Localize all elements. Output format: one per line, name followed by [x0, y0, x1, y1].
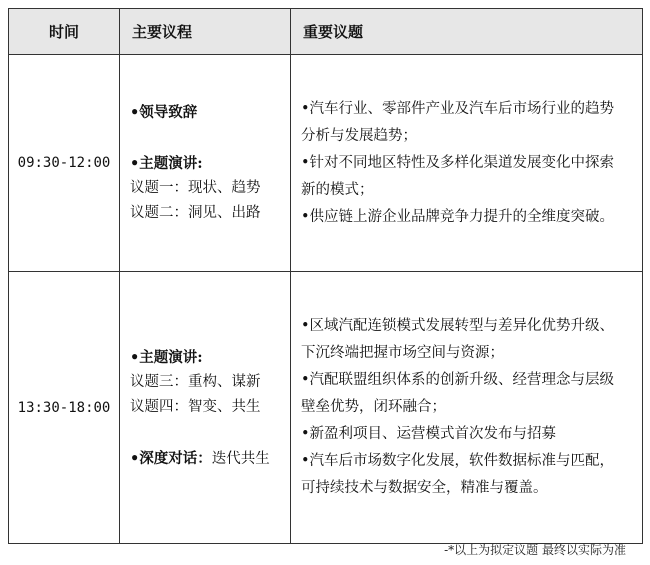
agenda-item-label: 议题二：洞见、出路 [130, 205, 261, 221]
topic-line: •区域汽配连锁模式发展转型与差异化优势升级、 [301, 318, 615, 334]
agenda-item-label: 议题一：现状、趋势 [130, 180, 261, 196]
topic-line: •汽车后市场数字化发展，软件数据标准与匹配， [301, 453, 615, 469]
table-row [9, 55, 643, 272]
agenda-item [130, 151, 290, 176]
agenda-item-label: 议题四：智变、共生 [130, 398, 261, 415]
topic-line: 壁垒优势，闭环融合； [301, 399, 446, 415]
agenda-item [130, 395, 290, 420]
topic-line: •供应链上游企业品牌竞争力提升的全维度突破。 [301, 208, 615, 225]
topic-line: 下沉终端把握市场空间与资源； [301, 345, 504, 361]
topic-line: •汽车行业、零部件产业及汽车后市场行业的趋势 [301, 100, 615, 117]
topics-cell [291, 272, 643, 544]
agenda-item-label: 议题三：重构、谋新 [130, 373, 261, 390]
table-row [9, 272, 643, 544]
topic-line: •新盈利项目、运营模式首次发布与招募 [301, 426, 557, 442]
header-topics: 重要议题 [291, 9, 643, 55]
agenda-table [8, 8, 643, 544]
agenda-cell [120, 272, 291, 544]
agenda-item [130, 345, 290, 370]
agenda-item-label: •主题演讲: [130, 155, 203, 172]
topic-line: •汽配联盟组织体系的创新升级、经营理念与层级 [301, 372, 615, 388]
agenda-item-value: 迭代共生 [211, 450, 270, 467]
header-time: 时间 [9, 9, 120, 55]
topics-cell [291, 55, 643, 272]
time-cell: 09:30-12:00 [9, 55, 120, 272]
topic-line: •针对不同地区特性及多样化渠道发展变化中探索 [301, 154, 615, 171]
header-row [9, 9, 643, 55]
agenda-spacer [130, 420, 290, 446]
agenda-spacer [130, 125, 290, 151]
topic-line: 可持续技术与数据安全，精准与覆盖。 [301, 480, 548, 496]
agenda-item [130, 201, 290, 226]
agenda-item [130, 370, 290, 395]
time-cell: 13:30-18:00 [9, 272, 120, 544]
topic-line: 分析与发展趋势； [301, 127, 417, 144]
agenda-item [130, 176, 290, 201]
agenda-cell [120, 55, 291, 272]
agenda-item [130, 100, 290, 125]
header-agenda: 主要议程 [120, 9, 291, 55]
agenda-item-label: •深度对话： [130, 449, 212, 467]
agenda-item [130, 446, 290, 471]
agenda-item-label: •领导致辞 [130, 104, 198, 121]
footnote: -*以上为拟定议题 最终以实际为准 [444, 543, 626, 557]
topic-line: 新的模式； [301, 181, 374, 198]
agenda-item-label: •主题演讲: [130, 348, 203, 366]
